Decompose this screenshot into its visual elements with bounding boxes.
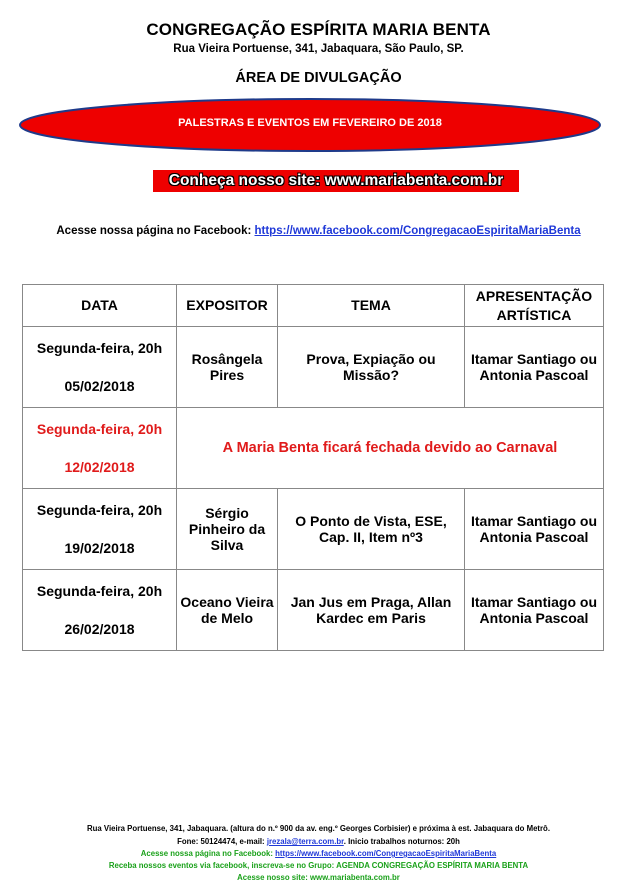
speaker-cell: Sérgio Pinheiro da Silva: [177, 489, 278, 570]
footer-facebook-label: Acesse nossa página no Facebook:: [140, 849, 276, 858]
footer-group: Receba nossos eventos via facebook, inscreva-se no Grupo: AGENDA CONGREGAÇÃO ESPÍRITA MARIA BENTA: [108, 861, 529, 870]
date-cell: [23, 570, 177, 651]
footer-facebook-link[interactable]: https://www.facebook.com/CongregacaoEspiritaMariaBenta: [275, 849, 497, 858]
artist-cell: Itamar Santiago ou Antonia Pascoal: [465, 570, 604, 651]
facebook-link[interactable]: https://www.facebook.com/CongregacaoEspiritaMariaBenta: [254, 225, 581, 237]
footer-facebook: [0, 849, 637, 858]
banner-ellipse: [18, 97, 602, 153]
section-title: ÁREA DE DIVULGAÇÃO: [235, 70, 402, 86]
day-text: Segunda-feira, 20h: [36, 420, 163, 437]
header-expositor: EXPOSITOR: [177, 285, 278, 327]
closed-notice: A Maria Benta ficará fechada devido ao Carnaval: [177, 408, 604, 489]
date-cell: [23, 327, 177, 408]
speaker-cell: Oceano Vieira de Melo: [177, 570, 278, 651]
banner-text: PALESTRAS E EVENTOS EM FEVEREIRO DE 2018: [178, 117, 442, 129]
theme-cell: Jan Jus em Praga, Allan Kardec em Paris: [278, 570, 465, 651]
date-cell: [23, 408, 177, 489]
table-row: [23, 489, 604, 570]
date-cell: [23, 489, 177, 570]
footer-site: Acesse nosso site: www.mariabenta.com.br: [237, 873, 400, 882]
day-text: Segunda-feira, 20h: [36, 582, 163, 599]
date-text: 19/02/2018: [64, 539, 135, 556]
table-header-row: [23, 285, 604, 327]
table-row: [23, 327, 604, 408]
page-title: CONGREGAÇÃO ESPÍRITA MARIA BENTA: [146, 20, 491, 39]
header-tema: TEMA: [278, 285, 465, 327]
day-text: Segunda-feira, 20h: [36, 339, 163, 356]
table-row: [23, 570, 604, 651]
schedule-table: [22, 284, 604, 651]
footer-address: Rua Vieira Portuense, 341, Jabaquara. (altura do n.º 900 da av. eng.º Georges Corbisier) e próxima à est. Jabaquara do Metrô.: [87, 824, 550, 833]
footer-email-link[interactable]: jrezala@terra.com.br: [266, 837, 344, 846]
facebook-line: [0, 225, 637, 237]
artist-cell: Itamar Santiago ou Antonia Pascoal: [465, 327, 604, 408]
theme-cell: O Ponto de Vista, ESE, Cap. II, Item nº3: [278, 489, 465, 570]
footer-contact: [0, 837, 637, 846]
date-text: 12/02/2018: [64, 458, 135, 475]
table-row: [23, 408, 604, 489]
speaker-cell: Rosângela Pires: [177, 327, 278, 408]
footer-phone: Fone: 50124474, e-mail:: [177, 837, 267, 846]
site-promo: Conheça nosso site: www.mariabenta.com.br: [153, 170, 519, 192]
header-address: Rua Vieira Portuense, 341, Jabaquara, São Paulo, SP.: [173, 43, 464, 55]
theme-cell: Prova, Expiação ou Missão?: [278, 327, 465, 408]
header-apresentacao: APRESENTAÇÃO ARTÍSTICA: [465, 285, 604, 327]
artist-cell: Itamar Santiago ou Antonia Pascoal: [465, 489, 604, 570]
header-data: DATA: [23, 285, 177, 327]
facebook-label: Acesse nossa página no Facebook:: [56, 225, 255, 237]
footer-hours: . Inicio trabalhos noturnos: 20h: [343, 837, 460, 846]
date-text: 05/02/2018: [64, 377, 135, 394]
date-text: 26/02/2018: [64, 620, 135, 637]
day-text: Segunda-feira, 20h: [36, 501, 163, 518]
